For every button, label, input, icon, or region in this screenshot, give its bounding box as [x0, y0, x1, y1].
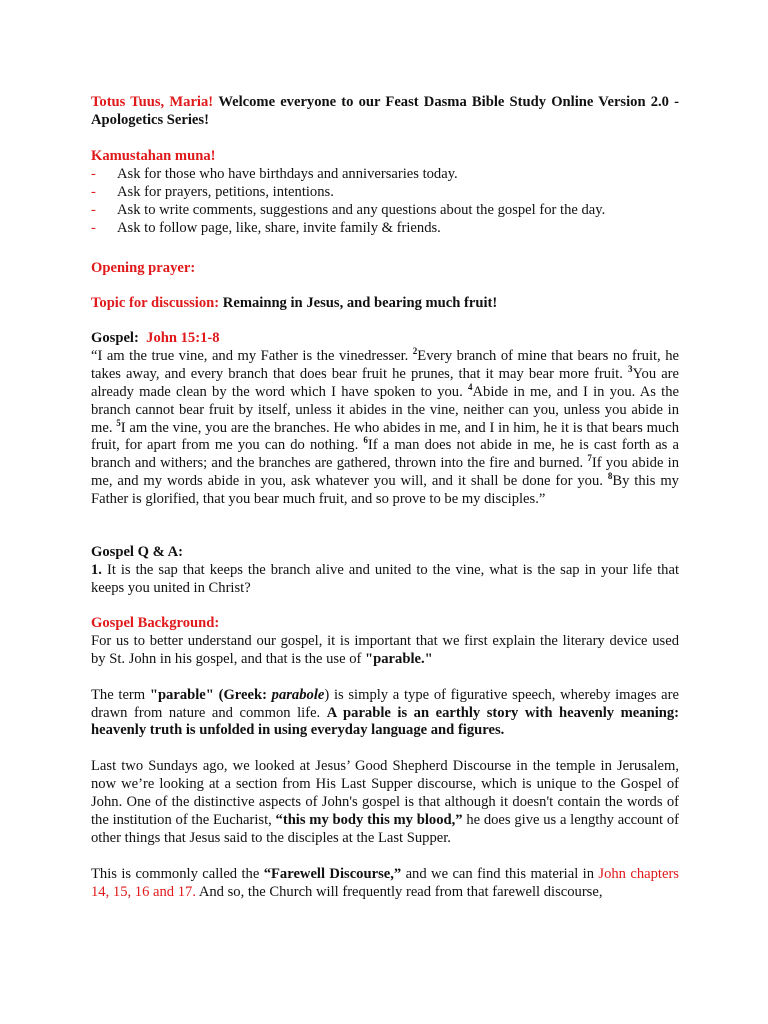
gospel-reference: John 15:1-8: [146, 330, 220, 346]
question-number: 1.: [91, 561, 102, 578]
welcome-text-continued: Apologetics Series!: [91, 111, 209, 128]
topic-title: Remainng in Jesus, and bearing much fruit!: [222, 295, 498, 311]
chapters-reference: John chapters 14, 15, 16 and 17.: [91, 865, 679, 900]
verse-number: 6: [363, 435, 368, 446]
background-paragraph: This is commonly called the “Farewell Discourse,” and we can find this material in John chapters 14, 15, 16 and 17. And so, the Church will frequently read from that farewell discourse,: [91, 865, 679, 900]
gospel-text: “I am the true vine, and my Father is the vinedresser. $^2$Every branch of mine that bears no fruit, he takes away, and every branch that does bear fruit he prunes, that it may bear more fruit. $^3$You are already made clean by the word which I have spoken to you. $^4$Abide in me, and I in you. As the branch cannot bear fruit by itself, unless it abides in the vine, neither can you, unless you abide in me. $^5$I am the vine, you are the branches. He who abides in me, and I in him, he it is that bears much fruit, for apart from me you can do nothing. $^6$If a man does not abide in me, he is cast forth as a branch and withers; and the branches are gathered, thrown into the fire and burned. $^7$If you abide in me, and my words abide in you, ask whatever you will, and it shall be done for you. $^8$By this my Father is glorified, that you bear much fruit, and so prove to be my disciples.”: [91, 346, 680, 508]
verse-number: 5: [116, 417, 121, 428]
gospel-background-section: [91, 615, 679, 901]
gospel-label: Gospel:: [91, 330, 139, 346]
list-item: - Ask for those who have birthdays and anniversaries today.: [91, 165, 458, 182]
opening-prayer-heading: Opening prayer:: [91, 260, 196, 276]
background-paragraph: Last two Sundays ago, we looked at Jesus’ Good Shepherd Discourse in the temple in Jerusalem, now we’re looking at a section from His Last Supper discourse, which is unique to the Gospel of John. One of the distinctive aspects of John's gospel is that although it doesn't contain the words of the institution of the Eucharist, “this my body this my blood,” he does give us a lengthy account of other things that Jesus said to the disciples at the Last Supper.: [91, 758, 679, 846]
topic-label: Topic for discussion:: [91, 295, 220, 311]
bullet-dash: -: [91, 219, 96, 236]
list-item: - Ask for prayers, petitions, intentions.: [91, 183, 334, 200]
kamustahan-heading: Kamustahan muna!: [91, 148, 216, 164]
verse-number: 3: [627, 363, 633, 374]
bullet-dash: -: [91, 201, 96, 218]
qa-heading: Gospel Q & A:: [91, 544, 184, 560]
verse-number: 8: [607, 471, 613, 482]
background-paragraph: The term "parable" (Greek: parabole) is simply a type of figurative speech, whereby images are drawn from nature and common life. A parable is an earthly story with heavenly meaning: heavenly truth is unfolded in using everyday language and figures.: [91, 686, 680, 739]
opening-prayer-section: [91, 260, 679, 278]
list-item: - Ask to write comments, suggestions and any questions about the gospel for the day.: [91, 201, 606, 218]
topic-section: [91, 295, 679, 313]
verse-number: 7: [587, 453, 592, 464]
verse-number: 2: [412, 346, 418, 357]
bullet-dash: -: [91, 183, 96, 200]
kamustahan-section: [91, 148, 679, 237]
background-paragraph: For us to better understand our gospel, it is important that we first explain the literary device used by St. John in his gospel, and that is the use of "parable.": [91, 632, 679, 667]
bullet-dash: -: [91, 165, 96, 182]
intro-section: [91, 94, 679, 130]
verse-number: 4: [467, 381, 473, 392]
welcome-text: Welcome everyone to our Feast Dasma Bible Study Online Version 2.0 -: [218, 94, 680, 110]
greeting: Totus Tuus, Maria!: [91, 94, 214, 110]
qa-question: 1. It is the sap that keeps the branch alive and united to the vine, what is the sap in your life that keeps you united in Christ?: [91, 561, 680, 596]
background-heading: Gospel Background:: [91, 615, 220, 631]
gospel-section: [91, 330, 679, 509]
gospel-qa-section: [91, 544, 679, 598]
list-item: - Ask to follow page, like, share, invite family & friends.: [91, 219, 441, 236]
